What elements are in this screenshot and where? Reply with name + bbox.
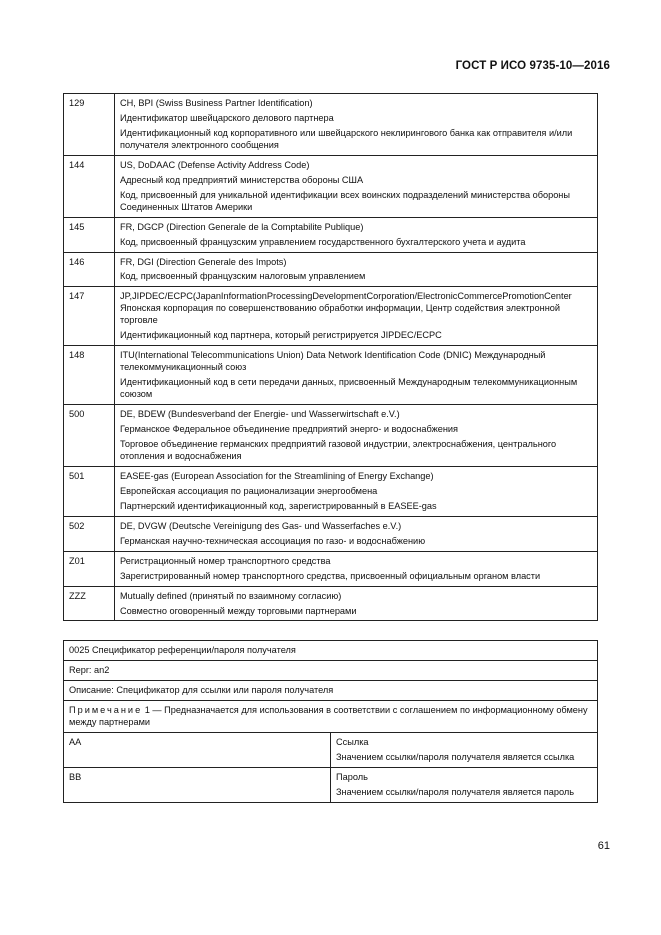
row-description <box>331 732 598 767</box>
row-text-line: Значением ссылки/пароля получателя является ссылка <box>336 751 575 762</box>
row-text-line: Партнерский идентификационный код, зарегистрированный в EASEE-gas <box>120 500 437 511</box>
row-text-line: Код, присвоенный для уникальной идентификации всех воинских подразделений министерства обороны Соединенных Штатов Америки <box>120 189 570 212</box>
table-row <box>64 516 598 551</box>
qualifier-title-row <box>64 641 598 661</box>
row-text-line: FR, DGCP (Direction Generale de la Comptabilite Publique) <box>120 221 364 232</box>
qualifier-title: 0025 Спецификатор референции/пароля получателя <box>64 641 598 661</box>
page-number: 61 <box>597 840 610 852</box>
row-text-line: Торговое объединение германских предприятий газовой индустрии, электроснабжения, центрального отопления и водоснабжения <box>120 438 557 461</box>
row-code: BB <box>64 767 331 802</box>
code-list-table <box>63 93 598 621</box>
row-text-line: EASEE-gas (European Association for the Streamlining of Energy Exchange) <box>120 470 434 481</box>
table-row <box>64 217 598 252</box>
row-text-line: DE, BDEW (Bundesverband der Energie- und Wasserwirtschaft e.V.) <box>120 409 400 420</box>
row-text-line: Совместно оговоренный между торговыми партнерами <box>120 605 357 616</box>
row-text-line: Германская научно-техническая ассоциация по газо- и водоснабжению <box>120 535 426 546</box>
row-description <box>115 516 598 551</box>
row-code: 502 <box>64 516 115 551</box>
row-description <box>115 94 598 156</box>
row-text-line: Зарегистрированный номер транспортного средства, присвоенный официальным органом власти <box>120 570 541 581</box>
row-text-line: Идентификатор швейцарского делового партнера <box>120 112 334 123</box>
row-text-line: Код, присвоенный французским налоговым управлением <box>120 271 366 282</box>
row-text-line: Регистрационный номер транспортного средства <box>120 555 331 566</box>
row-text-line: Идентификационный код в сети передачи данных, присвоенный Международным телекоммуникационным союзом <box>120 377 578 400</box>
table-row <box>64 767 598 802</box>
row-text-line: US, DoDAAC (Defense Activity Address Code) <box>120 159 310 170</box>
table-row <box>64 466 598 516</box>
row-text-line: ITU(International Telecommunications Union) Data Network Identification Code (DNIC) Международный телекоммуникационный союз <box>120 350 546 373</box>
table-row <box>64 252 598 287</box>
qualifier-description: Описание: Спецификатор для ссылки или пароля получателя <box>64 680 598 700</box>
row-code: 500 <box>64 405 115 467</box>
row-text-line: Идентификационный код партнера, который регистрируется JIPDEC/ECPC <box>120 330 442 341</box>
row-description <box>115 252 598 287</box>
row-description <box>115 405 598 467</box>
row-text-line: Код, присвоенный французским управлением государственного бухгалтерского учета и аудита <box>120 236 526 247</box>
row-text-line: JP,JIPDEC/ECPC(JapanInformationProcessingDevelopmentCorporation/ElectronicCommercePromotionCenter Японская корпорация по совершенствованию обработки информации, Центр содействия электронной торговле <box>120 291 572 326</box>
qualifier-note-row <box>64 700 598 732</box>
row-description <box>115 466 598 516</box>
row-code: 146 <box>64 252 115 287</box>
table-row <box>64 346 598 405</box>
table-row <box>64 551 598 586</box>
table-row <box>64 732 598 767</box>
note-text: 1 — Предназначается для использования в соответствии с соглашением по информационному обмену между партнерами <box>69 704 588 727</box>
row-code: 144 <box>64 155 115 217</box>
row-text-line: Пароль <box>336 771 368 782</box>
row-code: 145 <box>64 217 115 252</box>
table-row <box>64 94 598 156</box>
row-text-line: Ссылка <box>336 736 369 747</box>
row-text-line: Европейская ассоциация по рационализации энергообмена <box>120 485 378 496</box>
row-text-line: Германское Федеральное объединение предприятий энерго- и водоснабжения <box>120 424 459 435</box>
document-header: ГОСТ Р ИСО 9735-10—2016 <box>455 60 610 72</box>
qualifier-repr: Repr: an2 <box>64 660 598 680</box>
table-row <box>64 405 598 467</box>
row-code: 147 <box>64 287 115 346</box>
row-code: 129 <box>64 94 115 156</box>
row-description <box>115 217 598 252</box>
note-label: Примечание <box>69 704 143 715</box>
row-description <box>115 551 598 586</box>
table-row <box>64 586 598 621</box>
row-text-line: Адресный код предприятий министерства обороны США <box>120 174 364 185</box>
row-description <box>115 346 598 405</box>
row-text-line: Идентификационный код корпоративного или швейцарского неклирингового банка как отправителя и/или получателя электронного сообщения <box>120 127 573 150</box>
row-description <box>115 155 598 217</box>
row-code: AA <box>64 732 331 767</box>
qualifier-repr-row <box>64 660 598 680</box>
table-row <box>64 287 598 346</box>
row-description <box>115 287 598 346</box>
row-text-line: Mutually defined (принятый по взаимному согласию) <box>120 590 342 601</box>
row-code: 501 <box>64 466 115 516</box>
qualifier-note <box>64 700 598 732</box>
row-description <box>331 767 598 802</box>
row-code: 148 <box>64 346 115 405</box>
row-description <box>115 586 598 621</box>
table-row <box>64 155 598 217</box>
row-code: ZZZ <box>64 586 115 621</box>
row-text-line: DE, DVGW (Deutsche Vereinigung des Gas- und Wasserfaches e.V.) <box>120 520 402 531</box>
row-code: Z01 <box>64 551 115 586</box>
row-text-line: Значением ссылки/пароля получателя является пароль <box>336 786 575 797</box>
row-text-line: FR, DGI (Direction Generale des Impots) <box>120 256 287 267</box>
row-text-line: CH, BPI (Swiss Business Partner Identification) <box>120 98 313 108</box>
qualifier-table <box>63 640 598 803</box>
qualifier-description-row <box>64 680 598 700</box>
